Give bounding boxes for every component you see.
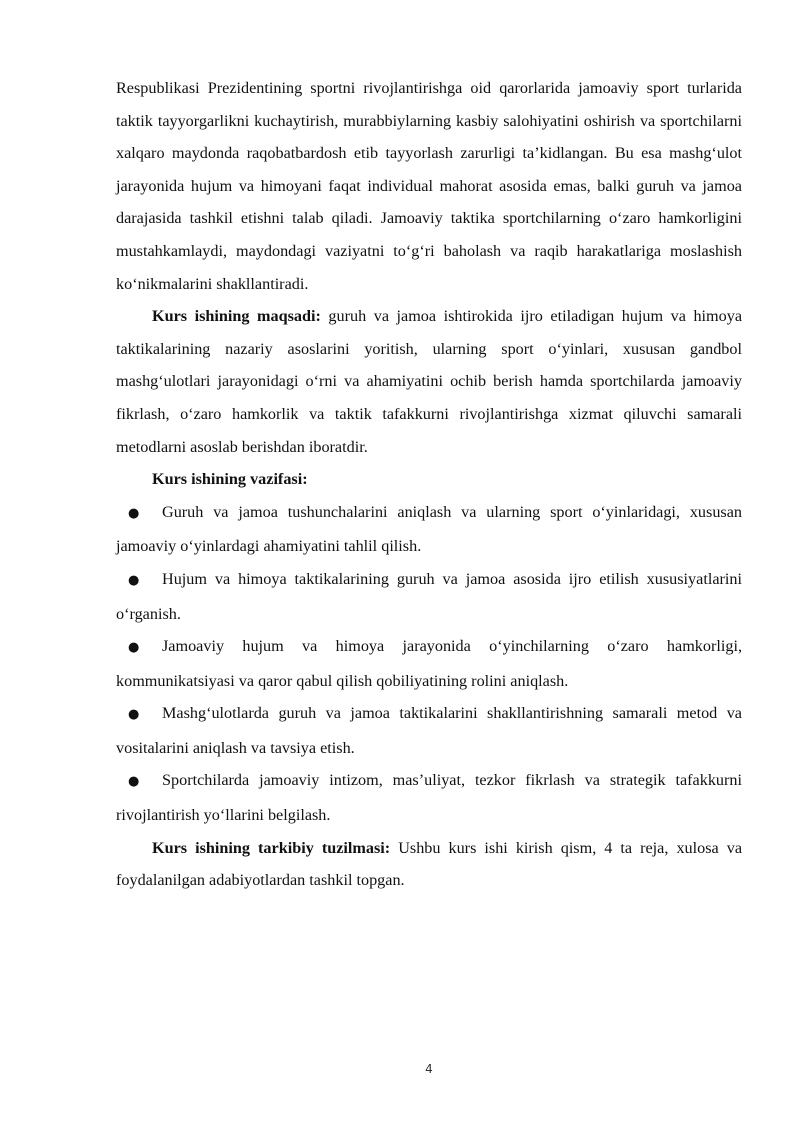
task-list-item xyxy=(116,630,742,697)
task-list-item xyxy=(116,496,742,563)
structure-label: Kurs ishining tarkibiy tuzilmasi: xyxy=(152,838,391,857)
bullet-icon: ● xyxy=(128,774,140,790)
task-text: Guruh va jamoa tushunchalarini aniqlash va ularning sport o‘yinlaridagi, xususan jamoaviy o‘yinlardagi ahamiyatini tahlil qilish. xyxy=(116,502,742,556)
page-number: 4 xyxy=(425,1062,433,1076)
tasks-label: Kurs ishining vazifasi: xyxy=(152,470,308,489)
document-page xyxy=(116,72,742,897)
bullet-icon: ● xyxy=(128,640,140,656)
intro-paragraph: Respublikasi Prezidentining sportni rivojlantirishga oid qarorlarida jamoaviy sport turlarida taktik tayyorgarlikni kuchaytirish, murabbiylarning kasbiy salohiyatini oshirish va sportchilarni xalqaro maydonda raqobatbardosh etib tayyorlash zarurligi ta’kidlangan. Bu esa mashg‘ulot jarayonida hujum va himoyani faqat individual mahorat asosida emas, balki guruh va jamoa darajasida tashkil etishni talab qiladi. Jamoaviy taktika sportchilarning o‘zaro hamkorligini mustahkamlaydi, maydondagi vaziyatni to‘g‘ri baholash va raqib harakatlariga moslashish ko‘nikmalarini shakllantiradi. xyxy=(116,79,742,293)
task-text: Hujum va himoya taktikalarining guruh va jamoa asosida ijro etilish xususiyatlarini o‘rganish. xyxy=(116,569,742,623)
task-text: Mashg‘ulotlarda guruh va jamoa taktikalarini shakllantirishning samarali metod va vositalarini aniqlash va tavsiya etish. xyxy=(116,704,742,757)
task-list-item xyxy=(116,697,742,764)
bullet-icon: ● xyxy=(128,707,140,723)
bullet-icon: ● xyxy=(128,572,140,588)
task-list-item xyxy=(116,764,742,831)
goal-text: guruh va jamoa ishtirokida ijro etiladigan hujum va himoya taktikalarining nazariy asoslarini yoritish, ularning sport o‘yinlari, xususan gandbol mashg‘ulotlari jarayonidagi o‘rni va ahamiyatini ochib berish hamda sportchilarda jamoaviy fikrlash, o‘zaro hamkorlik va taktik tafakkurni rivojlantirishga xizmat qiluvchi samarali metodlarni asoslab berishdan iboratdir. xyxy=(116,307,743,456)
task-text: Sportchilarda jamoaviy intizom, mas’uliyat, tezkor fikrlash va strategik tafakkurni rivojlantirish yo‘llarini belgilash. xyxy=(116,771,742,825)
bullet-icon: ● xyxy=(128,505,140,521)
goal-label: Kurs ishining maqsadi: xyxy=(152,307,321,326)
goal-paragraph xyxy=(116,300,742,463)
structure-paragraph xyxy=(116,832,742,897)
structure-text: Ushbu kurs ishi kirish qism, 4 ta reja, xulosa va foydalanilgan adabiyotlardan tashkil topgan. xyxy=(116,838,743,890)
task-text: Jamoaviy hujum va himoya jarayonida o‘yinchilarning o‘zaro hamkorligi, kommunikatsiyasi va qaror qabul qilish qobiliyatining rolini aniqlash. xyxy=(116,637,742,690)
task-list-item xyxy=(116,563,742,630)
tasks-heading xyxy=(116,463,742,496)
